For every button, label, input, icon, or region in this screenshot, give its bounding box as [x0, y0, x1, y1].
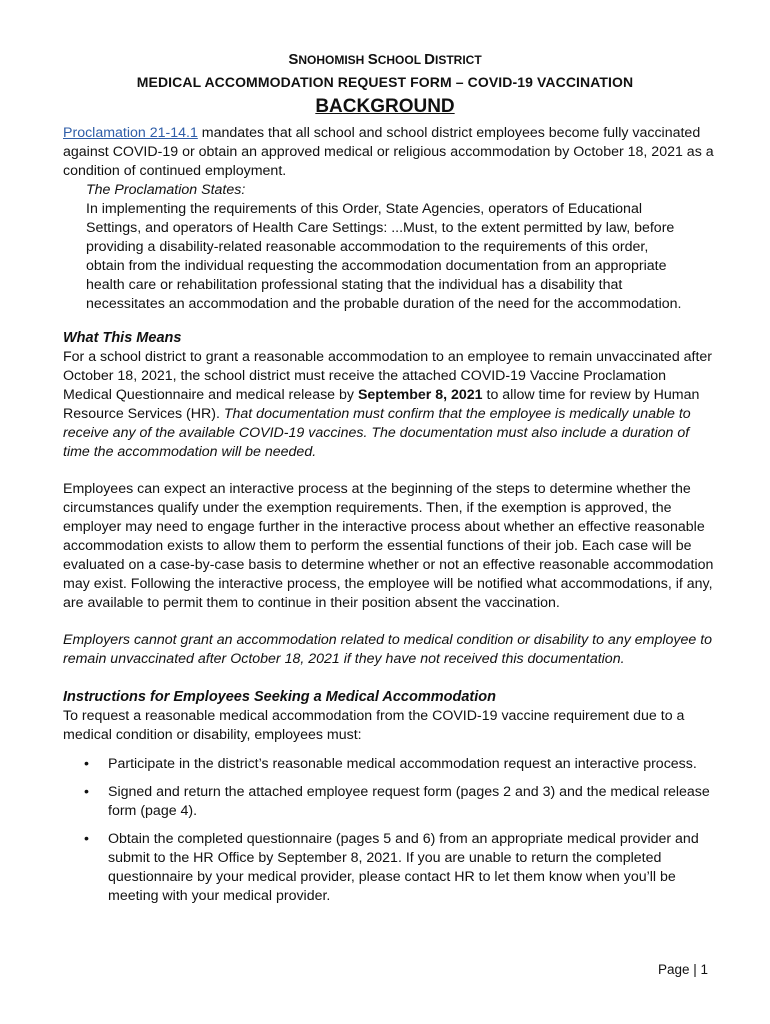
list-item: • Signed and return the attached employee request form (pages 2 and 3) and the medical release form (page 4).	[84, 784, 710, 819]
proclamation-link[interactable]: Proclamation 21-14.1	[63, 125, 198, 141]
list-item: • Obtain the completed questionnaire (pages 5 and 6) from an appropriate medical provider and submit to the HR Office by September 8, 2021. If you are unable to return the completed questionnaire by your medical provider, please contact HR to let them know when you’ll be meeting with your medical provider.	[84, 831, 699, 904]
document-body	[63, 124, 715, 906]
what-this-means-heading: What This Means	[63, 330, 182, 346]
bullet-icon: •	[84, 831, 89, 847]
instructions-list	[63, 755, 715, 906]
section-title-background: BACKGROUND	[315, 96, 455, 117]
quote-heading: The Proclamation States:	[86, 182, 246, 198]
proclamation-quote	[86, 181, 686, 314]
list-item: • Participate in the district’s reasonable medical accommodation request an interactive process.	[84, 756, 697, 772]
quote-text: In implementing the requirements of this Order, State Agencies, operators of Educational Settings, and operators of Health Care Settings: ...Must, to the extent permitted by law, before providing a disability-related reasonable accommodation to the requirements of this order, obtain from the individual requesting the accommodation documentation from an appropriate health care or rehabilitation professional stating that the individual has a disability that necessitates an accommodation and the probable duration of the need for the accommodation.	[86, 201, 682, 312]
what-this-means-paragraph: For a school district to grant a reasonable accommodation to an employee to remain unvaccinated after October 18, 2021, the school district must receive the attached COVID-19 Vaccine Proclamation Medical Questionnaire and medical release by September 8, 2021 to allow time for review by Human Resource Services (HR). That documentation must confirm that the employee is medically unable to receive any of the available COVID-19 vaccines. The documentation must also include a duration of time the accommodation will be needed.	[63, 349, 713, 460]
interactive-process-paragraph: Employees can expect an interactive process at the beginning of the steps to determine whether the circumstances qualify under the exemption requirements. Then, if the exemption is approved, the employer may need to engage further in the interactive process about whether an effective reasonable accommodation exists to allow them to perform the essential functions of their job. Each case will be evaluated on a case-by-case basis to determine whether or not an effective reasonable accommodation may exist. Following the interactive process, the employee will be notified what accommodations, if any, are available to permit them to continue in their position absent the vaccination.	[63, 481, 714, 611]
bullet-icon: •	[84, 784, 89, 800]
intro-paragraph: Proclamation 21-14.1 mandates that all school and school district employees become fully vaccinated against COVID-19 or obtain an approved medical or religious accommodation by October 18, 2021 as a condition of continued employment.	[63, 125, 714, 179]
district-name: SNOHOMISH SCHOOL DISTRICT	[288, 51, 482, 68]
instructions-intro: To request a reasonable medical accommodation from the COVID-19 vaccine requirement due to a medical condition or disability, employees must:	[63, 708, 685, 743]
instructions-heading: Instructions for Employees Seeking a Medical Accommodation	[63, 689, 496, 705]
form-title: MEDICAL ACCOMMODATION REQUEST FORM – COVID-19 VACCINATION	[136, 74, 634, 90]
bullet-icon: •	[84, 756, 89, 772]
page-number: Page | 1	[657, 962, 708, 977]
employers-note: Employers cannot grant an accommodation related to medical condition or disability to any employee to remain unvaccinated after October 18, 2021 if they have not received this documentation.	[63, 632, 713, 667]
